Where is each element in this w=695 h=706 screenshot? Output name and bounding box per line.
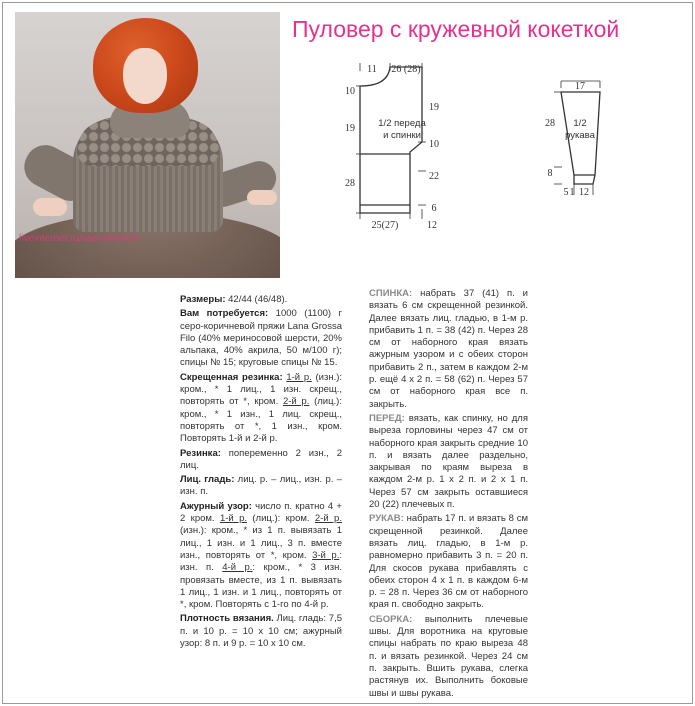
sizes-text: 42/44 (46/48).	[225, 294, 288, 305]
row-2-label: 2-й р.	[282, 396, 310, 408]
materials-heading: Вам потребуется:	[180, 308, 269, 320]
assembly-paragraph: СБОРКА: выполнить плечевые швы. Для воротника на круговые спицы набрать по краю выреза 48 п. и вязать резинкой. Через 24 см п. закрыть. Вшить рукава, слегка растянув их. Выполнить боковые швы и швы рукава.	[369, 613, 528, 699]
sleeve-dim-top: 17	[575, 81, 585, 92]
page-title: Пуловер с кружевной кокеткой	[292, 16, 620, 42]
sleeve-dim-bottom-mid: 1	[569, 187, 575, 198]
sleeve-dim-left-upper: 28	[545, 118, 555, 129]
dim-neck-depth: 10	[345, 86, 355, 97]
back-paragraph: СПИНКА: набрать 37 (41) п. и вязать 6 см скрещенной резинкой. Далее вязать лиц. гладью, в 1-м р. прибавить 1 п. = 38 (42) п. Через 28 см от наборного края вязать ажурным узором и с обеих сторон прибавить 2 п., затем в каждом 2-м р. ещё 4 х 2 п. = 58 (62) п. Через 57 см от наборного края все п. закрыть.	[369, 288, 528, 410]
sizes-paragraph	[180, 294, 342, 306]
body-label-line2: и спинки	[383, 130, 421, 141]
instructions-left-column	[180, 294, 342, 652]
sleeve-dim-bottom-left: 5	[563, 187, 569, 198]
dim-top-shoulder: 26 (28)	[391, 64, 421, 75]
front-heading: ПЕРЕД:	[369, 412, 405, 424]
dim-bottom-rib: 12	[427, 220, 437, 231]
photo-right-hand	[247, 190, 277, 205]
photo-face	[123, 48, 167, 104]
stockinette-paragraph: Лиц. гладь: лиц. р. – лиц., изн. р. – изн. п.	[180, 474, 343, 498]
sleeve-dim-left-lower: 8	[547, 168, 553, 179]
rib-paragraph: Резинка: попеременно 2 изн., 2 лиц.	[180, 447, 342, 471]
rib-heading: Резинка:	[180, 447, 221, 459]
dim-top-neck: 11	[367, 64, 377, 75]
materials-paragraph	[180, 308, 342, 369]
lace-pattern-heading: Ажурный узор:	[180, 500, 252, 512]
materials-text: 1000 (1100) г серо-коричневой пряжи Lana Grossa Filo (40% мериносовой шерсти, 20% альпака, 40% акрила, 50 м/100 г); спицы № 15; круговые спицы № 15.	[180, 308, 342, 369]
photo-left-hand	[33, 198, 67, 216]
dim-left-lower: 28	[345, 178, 355, 189]
gauge-heading: Плотность вязания.	[180, 613, 274, 625]
dim-right-upper: 19	[429, 102, 439, 113]
assembly-heading: СБОРКА:	[369, 613, 413, 625]
sleeve-label-line1: 1/2	[573, 118, 587, 129]
crossed-rib-paragraph: Скрещенная резинка: 1-й р. (изн.): кром., * 1 лиц., 1 изн. скрещ., повторять от *, кром. 2-й р. (лиц.): кром., * 1 изн., 1 лиц. скрещ., повторять от *, 1 изн., кром. Повторять 1-й и 2-й р.	[180, 371, 343, 445]
sleeve-dim-bottom-right: 12	[579, 187, 589, 198]
gauge-paragraph: Плотность вязания. Лиц. гладь: 7,5 п. и 10 р. = 10 х 10 см; ажурный узор: 8 п. и 9 р. = 10 х 10 см.	[180, 613, 343, 650]
row-1-label: 1-й р.	[286, 371, 312, 383]
sleeve-label-line2: рукава	[565, 130, 595, 141]
sleeve-heading: РУКАВ:	[369, 513, 404, 525]
model-photo	[15, 12, 280, 278]
dim-bottom-width: 25(27)	[371, 220, 399, 231]
body-schematic	[356, 63, 426, 219]
body-label-line1: 1/2 переда	[378, 118, 426, 129]
dim-left-upper: 19	[345, 123, 355, 134]
front-paragraph: ПЕРЕД: вязать, как спинку, но для выреза горловины через 47 см от наборного края закрыть средние 10 п. и вязать далее раздельно, закрывая по краям выреза в каждом 2-м р. 1 х 2 п. и 2 х 1 п. Через 57 см закрыть оставшиеся 20 (22) плечевых п.	[369, 412, 528, 511]
dim-right-mid: 10	[429, 139, 439, 150]
photo-watermark: liveinternet.ru/users/Kirsti-k	[19, 233, 140, 244]
dim-right-lower: 22	[429, 171, 439, 182]
dim-right-rib: 6	[431, 203, 437, 214]
instructions-right-column	[369, 288, 528, 702]
crossed-rib-heading: Скрещенная резинка:	[180, 371, 283, 383]
stockinette-heading: Лиц. гладь:	[180, 474, 235, 486]
lace-pattern-paragraph: Ажурный узор: число п. кратно 4 + 2 кром. 1-й р. (лиц.): кром. 2-й р. (изн.): кром., * из 1 п. вывязать 1 лиц., 1 изн. и 1 лиц., 3 п. вместе изн., повторять от *, кром. 3-й р.: изн. п. 4-й р.: кром., * 3 изн. провязать вместе, из 1 п. вывязать 1 лиц., 1 изн. и 1 лиц., повторять от *, кром. Повторять с 1-го по 4-й р.	[180, 500, 342, 611]
back-heading: СПИНКА:	[369, 288, 413, 299]
sleeve-paragraph: РУКАВ: набрать 17 п. и вязать 8 см скрещенной резинкой. Далее вязать лиц. гладью, в 1-м р. равномерно прибавить 3 п. = 20 п. Для скосов рукава прибавлять с обеих сторон 4 х 1 п. в каждом 6-м р. = 28 п. Через 36 см от наборного края п. свободно закрыть.	[369, 513, 528, 611]
sizes-heading: Размеры:	[180, 294, 226, 305]
pattern-schematic	[330, 55, 630, 240]
